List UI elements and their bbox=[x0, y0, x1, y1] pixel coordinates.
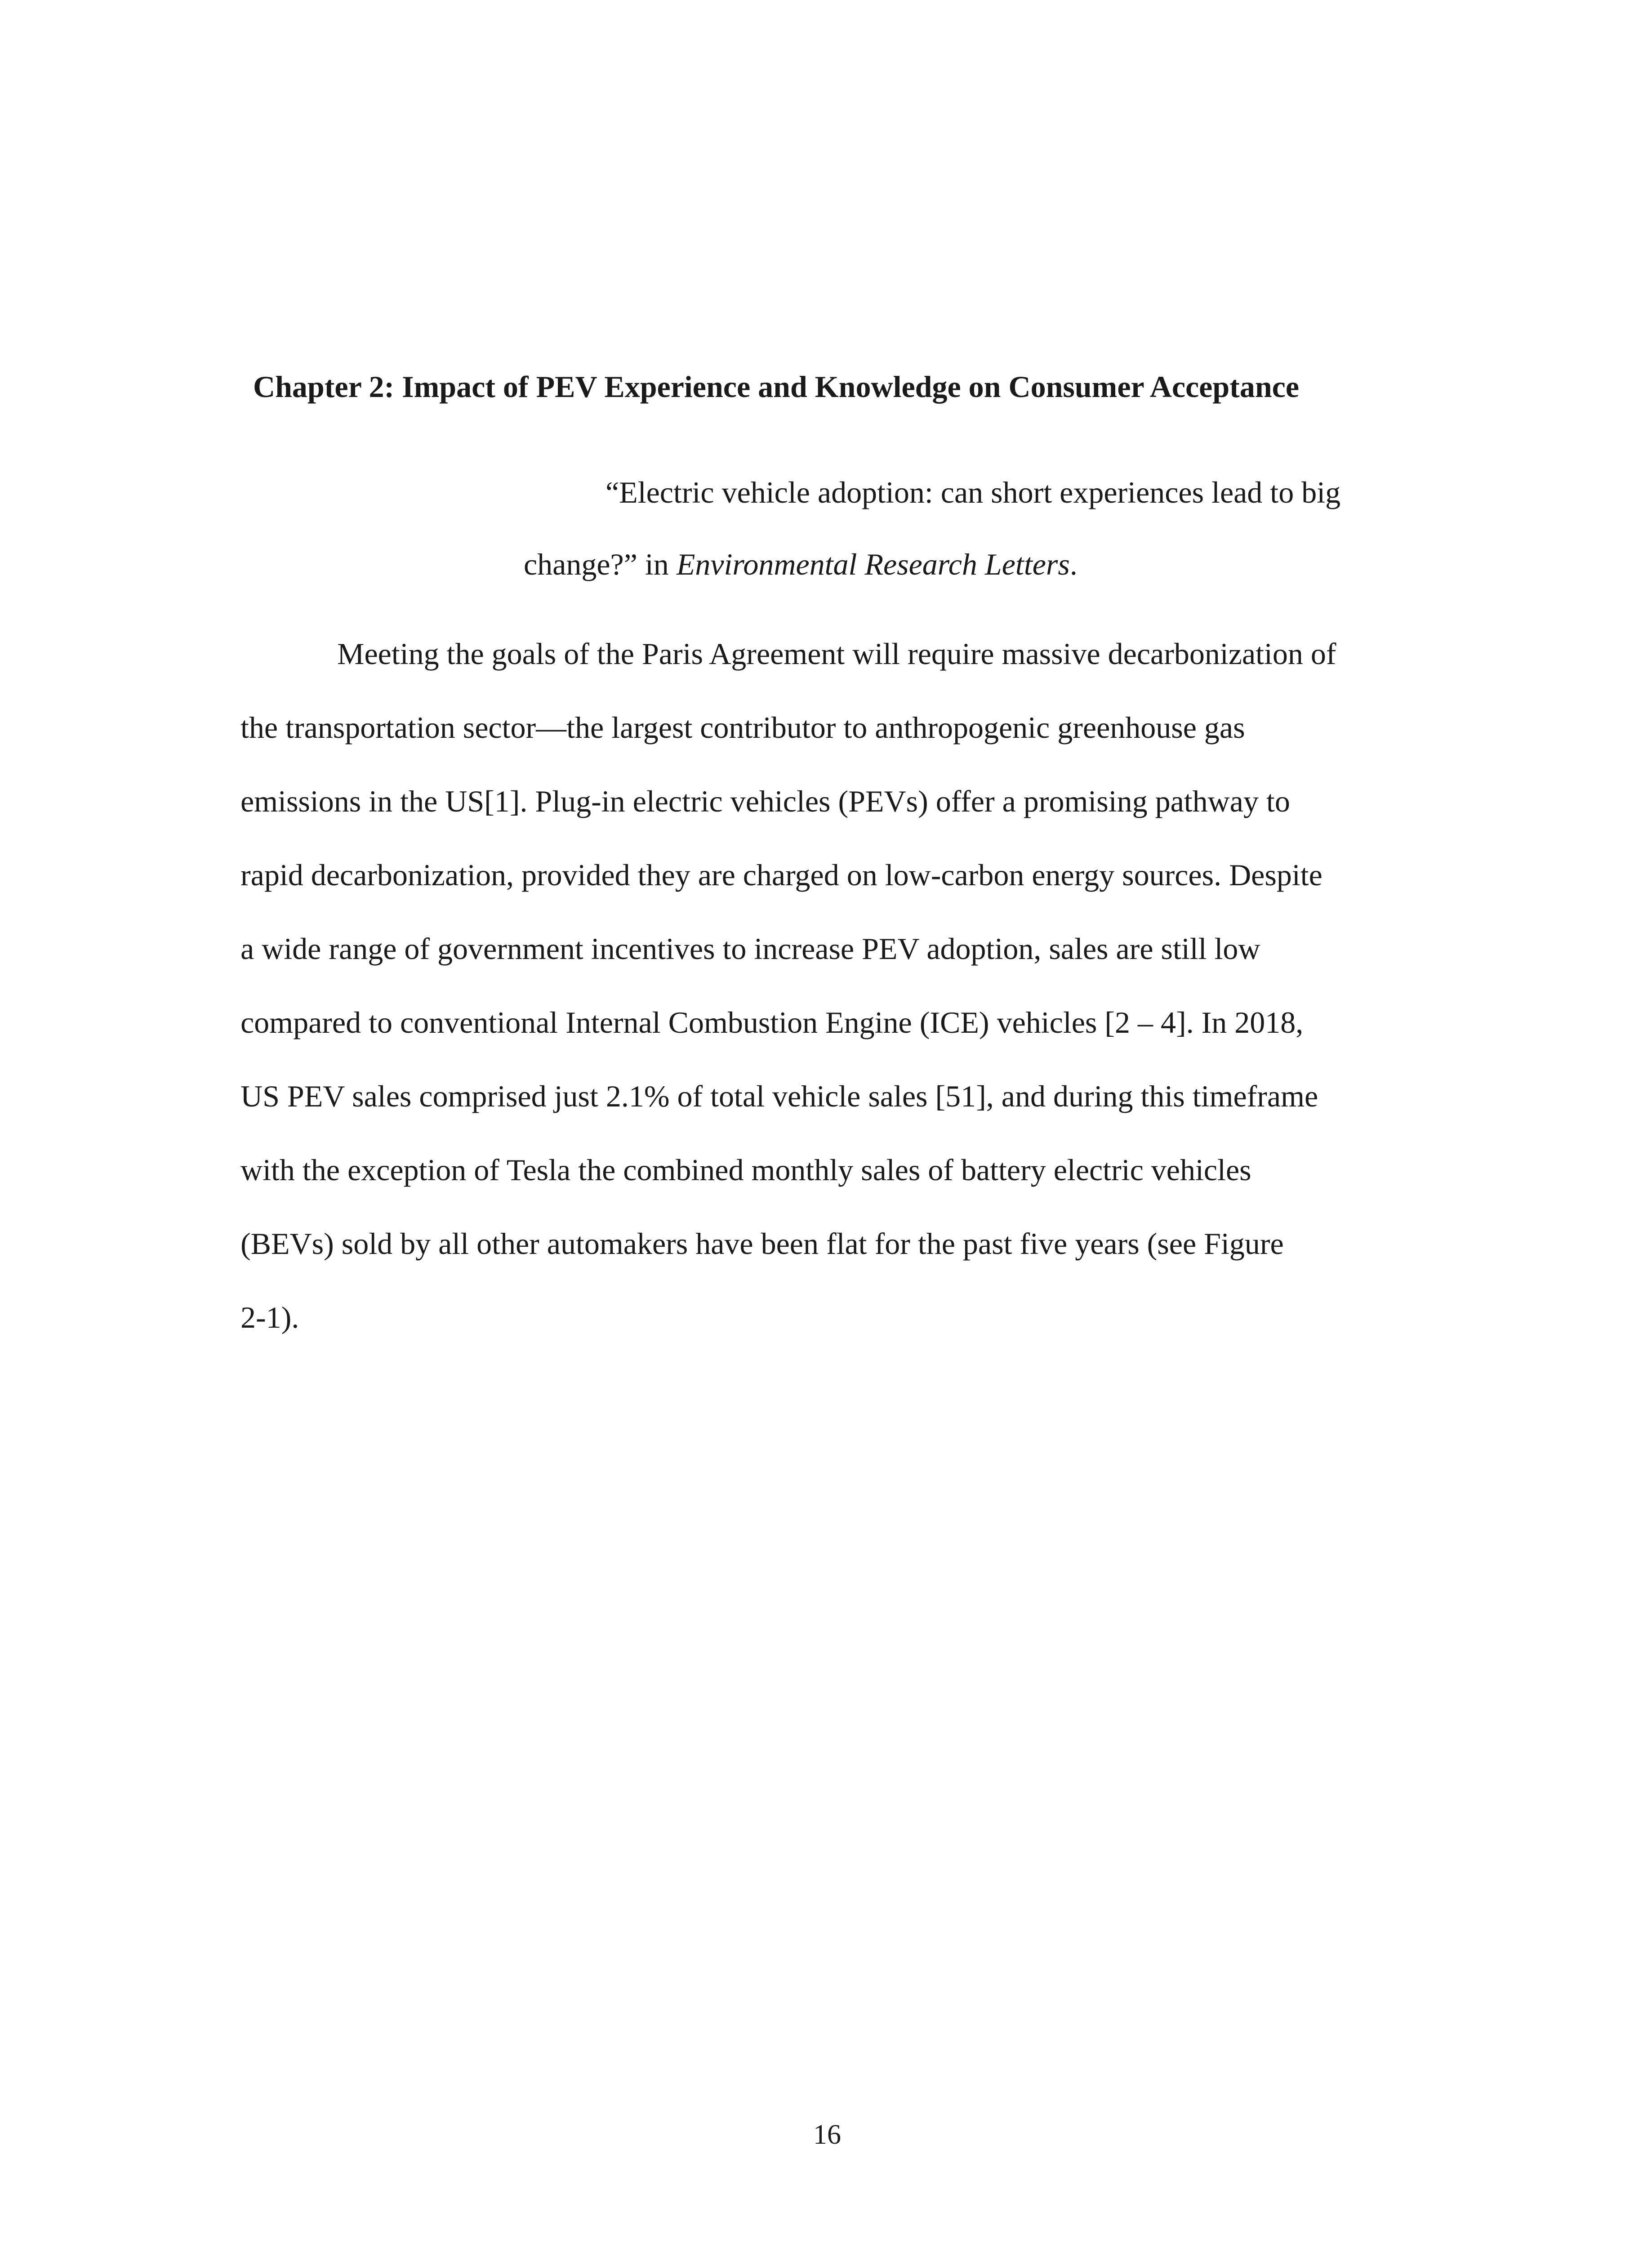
epigraph-suffix: . bbox=[1069, 547, 1078, 581]
epigraph-prefix: change?” in bbox=[524, 547, 677, 581]
epigraph-line-2 bbox=[524, 544, 1078, 584]
body-line: rapid decarbonization, provided they are charged on low-carbon energy sources. Despite bbox=[240, 858, 1322, 892]
page-number: 16 bbox=[813, 2119, 841, 2150]
journal-name: Environmental Research Letters bbox=[676, 547, 1070, 581]
body-paragraph bbox=[240, 617, 1400, 1354]
body-line: a wide range of government incentives to increase PEV adoption, sales are still low bbox=[240, 932, 1260, 966]
body-line: 2-1). bbox=[240, 1300, 299, 1334]
body-line: with the exception of Tesla the combined monthly sales of battery electric vehicles bbox=[240, 1153, 1251, 1187]
body-line: US PEV sales comprised just 2.1% of total vehicle sales [51], and during this timeframe bbox=[240, 1079, 1318, 1113]
chapter-title: Chapter 2: Impact of PEV Experience and Knowledge on Consumer Acceptance bbox=[253, 370, 1300, 404]
body-line: the transportation sector—the largest contributor to anthropogenic greenhouse gas bbox=[240, 710, 1245, 745]
body-line: compared to conventional Internal Combustion Engine (ICE) vehicles [2 – 4]. In 2018, bbox=[240, 1005, 1304, 1039]
body-line: (BEVs) sold by all other automakers have been flat for the past five years (see Figure bbox=[240, 1227, 1284, 1261]
epigraph-line-1: “Electric vehicle adoption: can short experiences lead to big bbox=[606, 475, 1341, 509]
body-line: Meeting the goals of the Paris Agreement will require massive decarbonization of bbox=[337, 637, 1336, 671]
body-line: emissions in the US[1]. Plug-in electric vehicles (PEVs) offer a promising pathway to bbox=[240, 784, 1290, 818]
